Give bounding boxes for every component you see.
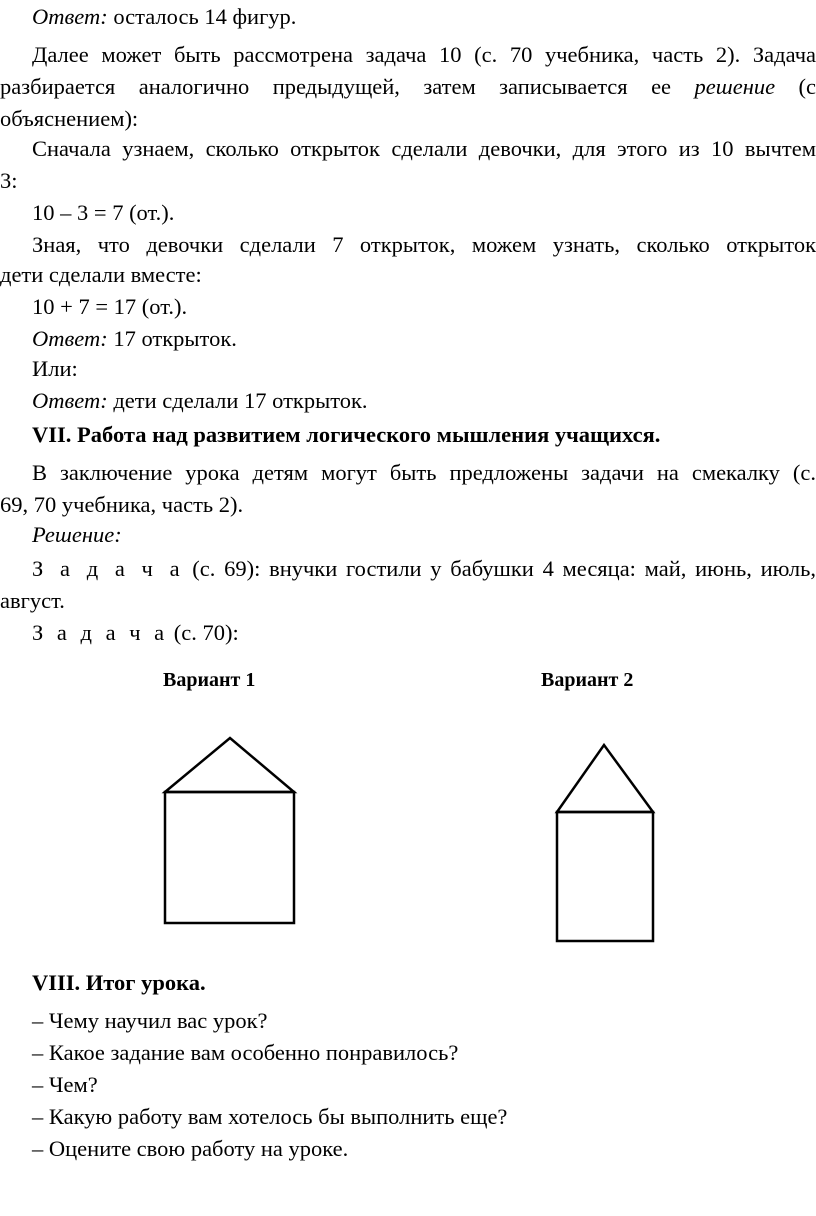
paragraph-conclusion-line1: В заключение урока детям могут быть предложены задачи на смекалку (с. bbox=[32, 460, 816, 485]
task-text: (с. 69): внучки гостили у бабушки 4 месяца: май, июнь, июль, bbox=[183, 556, 816, 581]
equation-2: 10 + 7 = 17 (от.). bbox=[32, 294, 188, 319]
question-item: – Чем? bbox=[32, 1072, 98, 1097]
section-heading-viii: VIII. Итог урока. bbox=[32, 970, 206, 995]
question-item: – Какую работу вам хотелось бы выполнить еще? bbox=[32, 1104, 508, 1129]
variant-1-square bbox=[165, 792, 294, 923]
answer-label: Ответ: bbox=[32, 326, 108, 351]
text-fragment: разбирается аналогично предыдущей, затем записывается ее bbox=[0, 74, 695, 99]
answer-text: осталось 14 фигур. bbox=[107, 4, 297, 29]
paragraph-conclusion-line2: 69, 70 учебника, часть 2). bbox=[0, 492, 244, 517]
paragraph-together-line1: Зная, что девочки сделали 7 открыток, можем узнать, сколько открыток bbox=[32, 232, 816, 257]
question-item: – Какое задание вам особенно понравилось? bbox=[32, 1040, 459, 1065]
answer-label: Ответ: bbox=[32, 4, 108, 29]
question-item: – Оцените свою работу на уроке. bbox=[32, 1136, 349, 1161]
paragraph-together-line2: дети сделали вместе: bbox=[0, 262, 202, 287]
paragraph-task10-line1: Далее может быть рассмотрена задача 10 (с. 70 учебника, часть 2). Задача bbox=[32, 42, 816, 67]
text-fragment: (с bbox=[775, 74, 816, 99]
answer-text: 17 открыток. bbox=[107, 326, 237, 351]
or-line: Или: bbox=[32, 356, 78, 381]
answer-text: дети сделали 17 открыток. bbox=[107, 388, 368, 413]
solution-label: Решение: bbox=[32, 522, 122, 547]
task69-line2: август. bbox=[0, 588, 65, 613]
paragraph-girls-line2: 3: bbox=[0, 168, 18, 193]
variant-1-title: Вариант 1 bbox=[163, 669, 256, 691]
paragraph-girls-line1: Сначала узнаем, сколько открыток сделали девочки, для этого из 10 вычтем bbox=[32, 136, 816, 161]
variant-2-roof-triangle bbox=[557, 745, 653, 812]
task-label: З а д а ч а bbox=[32, 620, 169, 645]
variant-2-title: Вариант 2 bbox=[541, 669, 634, 691]
answer-label: Ответ: bbox=[32, 388, 108, 413]
question-item: – Чему научил вас урок? bbox=[32, 1008, 268, 1033]
variant-2-house bbox=[557, 745, 653, 941]
task-label: З а д а ч а bbox=[32, 556, 184, 581]
variant-2-rectangle bbox=[557, 812, 653, 941]
italic-fragment: решение bbox=[694, 74, 776, 99]
equation-1: 10 – 3 = 7 (от.). bbox=[32, 200, 175, 225]
task-text: (с. 70): bbox=[168, 620, 239, 645]
paragraph-task10-line3: объяснением): bbox=[0, 106, 139, 131]
section-heading-vii: VII. Работа над развитием логического мышления учащихся. bbox=[32, 422, 661, 447]
variant-1-house bbox=[165, 738, 294, 923]
variant-1-roof-triangle bbox=[165, 738, 294, 792]
